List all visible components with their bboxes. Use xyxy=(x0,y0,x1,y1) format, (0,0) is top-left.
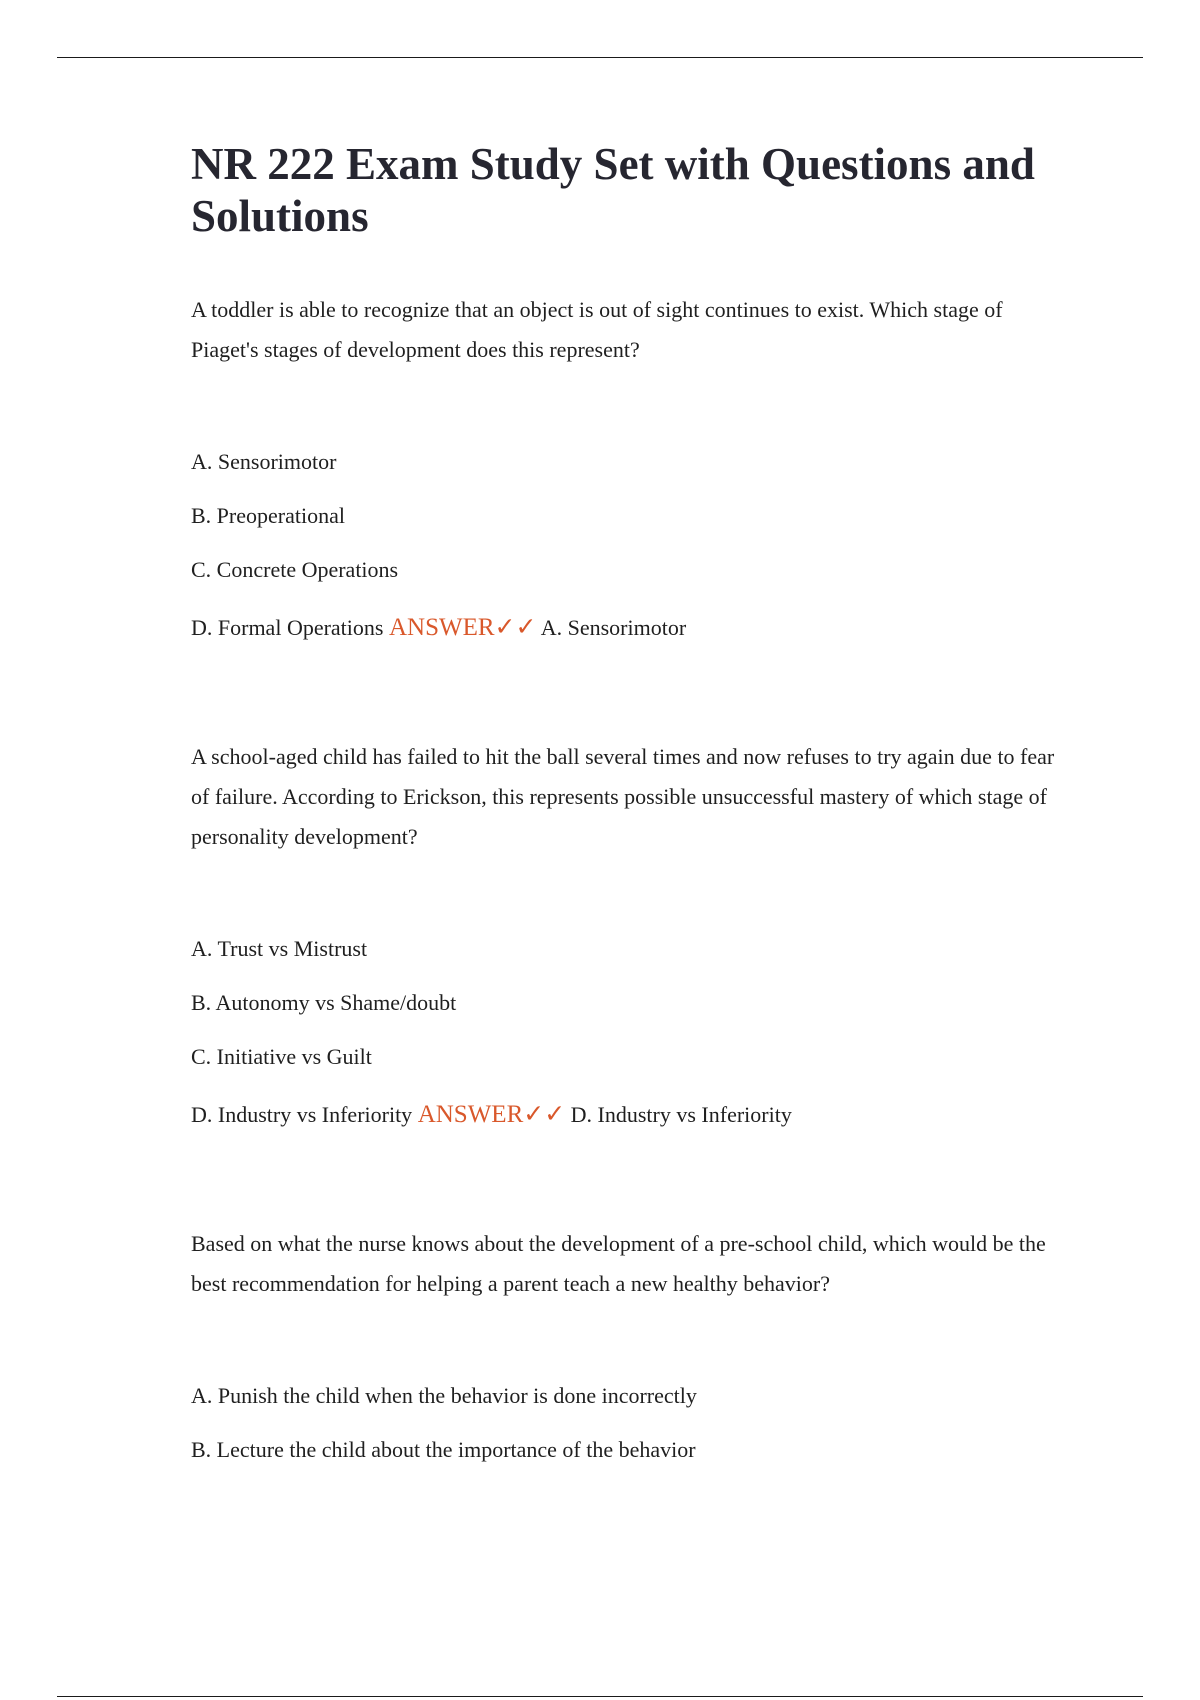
question-block-1 xyxy=(191,290,1071,642)
option-a: A. Trust vs Mistrust xyxy=(191,936,368,961)
option-a: A. Punish the child when the behavior is done incorrectly xyxy=(191,1383,697,1408)
option-c: C. Concrete Operations xyxy=(191,557,399,582)
header-rule xyxy=(57,57,1143,58)
options-list xyxy=(191,935,1071,1129)
option-c: C. Initiative vs Guilt xyxy=(191,1044,372,1069)
document-page xyxy=(191,138,1071,1464)
option-b: B. Preoperational xyxy=(191,503,345,528)
option-b: B. Lecture the child about the importance of the behavior xyxy=(191,1437,696,1462)
answer-text: D. Industry vs Inferiority xyxy=(570,1102,792,1127)
question-block-3 xyxy=(191,1224,1071,1464)
option-d: D. Industry vs Inferiority xyxy=(191,1102,413,1127)
question-text: A school-aged child has failed to hit the ball several times and now refuses to try again due to fear of failure. According to Erickson, this represents possible unsuccessful mastery of which stage of personality development? xyxy=(191,744,1055,849)
option-d: D. Formal Operations xyxy=(191,615,384,640)
option-a: A. Sensorimotor xyxy=(191,449,337,474)
answer-text: A. Sensorimotor xyxy=(540,615,687,640)
option-d-with-answer xyxy=(191,614,1071,642)
question-text: Based on what the nurse knows about the development of a pre-school child, which would be the best recommendation for helping a parent teach a new healthy behavior? xyxy=(191,1231,1046,1296)
answer-label: ANSWER✓✓ xyxy=(417,1101,566,1128)
option-b: B. Autonomy vs Shame/doubt xyxy=(191,990,457,1015)
answer-label: ANSWER✓✓ xyxy=(388,614,537,641)
footer-rule xyxy=(57,1696,1143,1697)
question-block-2 xyxy=(191,737,1071,1129)
question-text: A toddler is able to recognize that an object is out of sight continues to exist. Which stage of Piaget's stages of development does this represent? xyxy=(191,297,1003,362)
document-title: NR 222 Exam Study Set with Questions and Solutions xyxy=(191,139,1035,241)
options-list xyxy=(191,1382,1071,1464)
options-list xyxy=(191,448,1071,642)
option-d-with-answer xyxy=(191,1101,1071,1129)
